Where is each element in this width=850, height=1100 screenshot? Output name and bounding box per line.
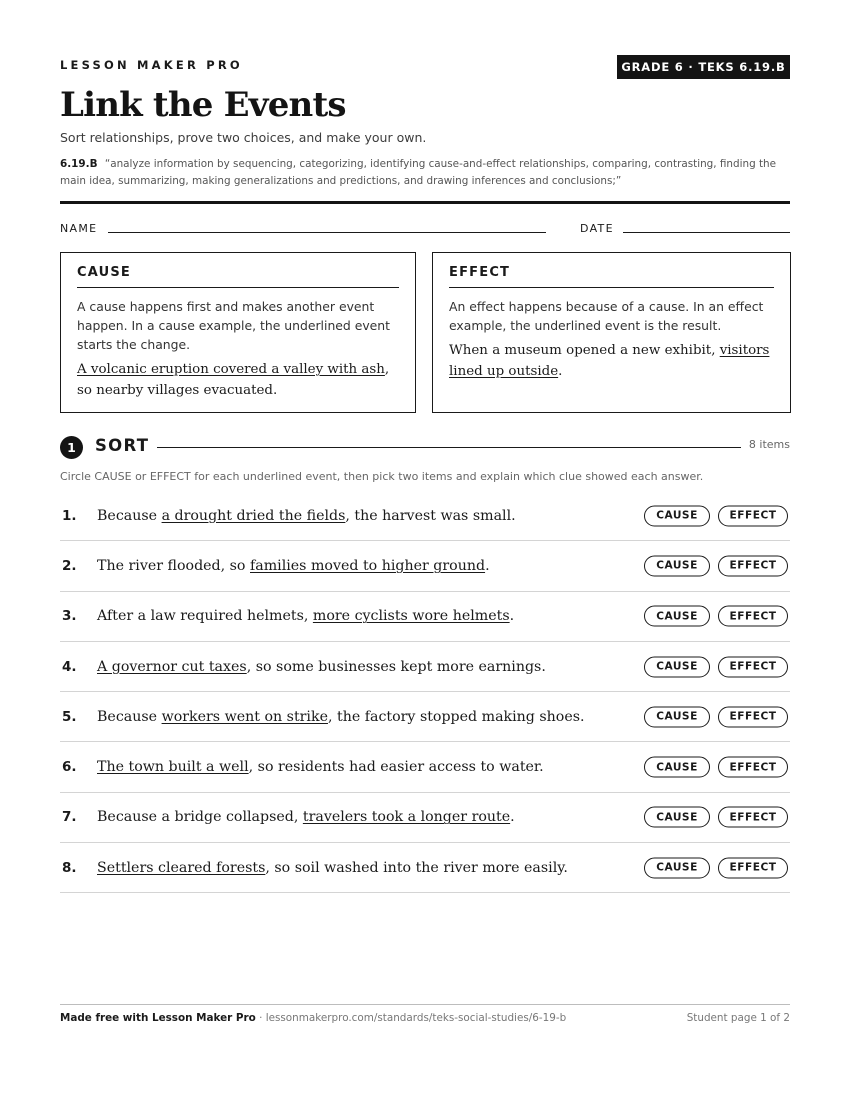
item-sentence: Because a drought dried the fields, the harvest was small. [97,507,516,524]
standard-text: “analyze information by sequencing, categorizing, identifying cause-and-effect relationships, comparing, contrasting, finding the main idea, summarizing, making generalizations and predictions, and drawing inferences and conclusions;” [60,158,777,187]
sort-item [60,742,790,792]
footer-credit [60,1012,566,1024]
underlined-event: families moved to higher ground [250,557,486,574]
effect-choice[interactable]: EFFECT [718,606,788,627]
section-title: SORT [95,436,150,455]
underlined-event: The town built a well [97,759,249,776]
cause-choice[interactable]: CAUSE [644,807,710,828]
effect-choice[interactable]: EFFECT [718,757,788,778]
item-sentence: Settlers cleared forests, so soil washed into the river more easily. [97,859,568,876]
name-label: NAME [60,222,98,235]
item-number: 3. [62,608,77,625]
section-rule [157,447,741,448]
sort-item [60,642,790,692]
sort-item [60,843,790,893]
effect-definition: An effect happens because of a cause. In an effect example, the underlined event is the result. [449,299,764,333]
effect-example-underlined: visitors lined up outside [449,343,770,379]
underlined-event: Settlers cleared forests [97,859,266,876]
answer-choices [644,706,788,727]
section-number-badge: 1 [60,436,83,459]
answer-choices [644,656,788,677]
item-sentence: Because workers went on strike, the factory stopped making shoes. [97,708,585,725]
effect-example-lead: When a museum opened a new exhibit, [449,343,720,358]
name-field[interactable] [108,232,546,233]
item-sentence: After a law required helmets, more cyclists wore helmets. [97,608,515,625]
cause-choice[interactable]: CAUSE [644,505,710,526]
underlined-event: a drought dried the fields [161,507,346,524]
section-instructions: Circle CAUSE or EFFECT for each underlined event, then pick two items and explain which clue showed each answer. [60,470,704,483]
item-count: 8 items [748,438,790,451]
sort-item [60,491,790,541]
underlined-event: travelers took a longer route [302,809,511,826]
item-number: 8. [62,859,77,876]
effect-choice[interactable]: EFFECT [718,656,788,677]
footer-made-with: Made free with Lesson Maker Pro [60,1012,256,1024]
cause-choice[interactable]: CAUSE [644,706,710,727]
answer-choices [644,555,788,576]
date-field[interactable] [623,232,790,233]
cause-example-rest: , so nearby villages evacuated. [77,362,390,398]
effect-choice[interactable]: EFFECT [718,505,788,526]
underlined-event: more cyclists wore helmets [312,608,510,625]
item-number: 1. [62,507,77,524]
header-divider [60,201,790,204]
standard-statement [60,156,792,190]
cause-choice[interactable]: CAUSE [644,857,710,878]
underlined-event: workers went on strike [161,708,328,725]
date-label: DATE [580,222,614,235]
page-title: Link the Events [60,85,346,125]
effect-choice[interactable]: EFFECT [718,706,788,727]
cause-choice[interactable]: CAUSE [644,757,710,778]
answer-choices [644,857,788,878]
item-number: 7. [62,809,77,826]
sort-item-list [60,491,790,893]
item-number: 4. [62,658,77,675]
cause-definition-box [60,252,416,413]
cause-example-underlined: A volcanic eruption covered a valley with ash [77,362,385,377]
effect-definition-box [432,252,791,413]
item-sentence: The river flooded, so families moved to higher ground. [97,557,490,574]
answer-choices [644,505,788,526]
sort-item [60,541,790,591]
effect-choice[interactable]: EFFECT [718,857,788,878]
page-subtitle: Sort relationships, prove two choices, and make your own. [60,130,427,145]
cause-heading: CAUSE [77,265,399,288]
item-sentence: Because a bridge collapsed, travelers took a longer route. [97,809,515,826]
cause-choice[interactable]: CAUSE [644,606,710,627]
item-number: 6. [62,759,77,776]
footer-divider [60,1004,790,1005]
item-number: 5. [62,708,77,725]
brand-name: LESSON MAKER PRO [60,58,243,72]
sort-item [60,793,790,843]
footer-url: · lessonmakerpro.com/standards/teks-social-studies/6-19-b [255,1012,567,1024]
answer-choices [644,757,788,778]
cause-choice[interactable]: CAUSE [644,555,710,576]
effect-choice[interactable]: EFFECT [718,807,788,828]
effect-choice[interactable]: EFFECT [718,555,788,576]
item-sentence: A governor cut taxes, so some businesses kept more earnings. [97,658,546,675]
effect-example-rest: . [558,364,563,379]
sort-item [60,692,790,742]
effect-example [449,340,774,382]
sort-item [60,592,790,642]
cause-definition: A cause happens first and makes another event happen. In a cause example, the underlined event starts the change. [77,299,391,352]
answer-choices [644,807,788,828]
standard-code: 6.19.B [60,158,98,170]
page-indicator: Student page 1 of 2 [686,1012,790,1024]
item-sentence: The town built a well, so residents had easier access to water. [97,759,544,776]
cause-choice[interactable]: CAUSE [644,656,710,677]
grade-badge: GRADE 6 · TEKS 6.19.B [617,55,790,79]
effect-heading: EFFECT [449,265,774,288]
cause-example [77,359,399,401]
answer-choices [644,606,788,627]
item-number: 2. [62,557,77,574]
underlined-event: A governor cut taxes [97,658,247,675]
